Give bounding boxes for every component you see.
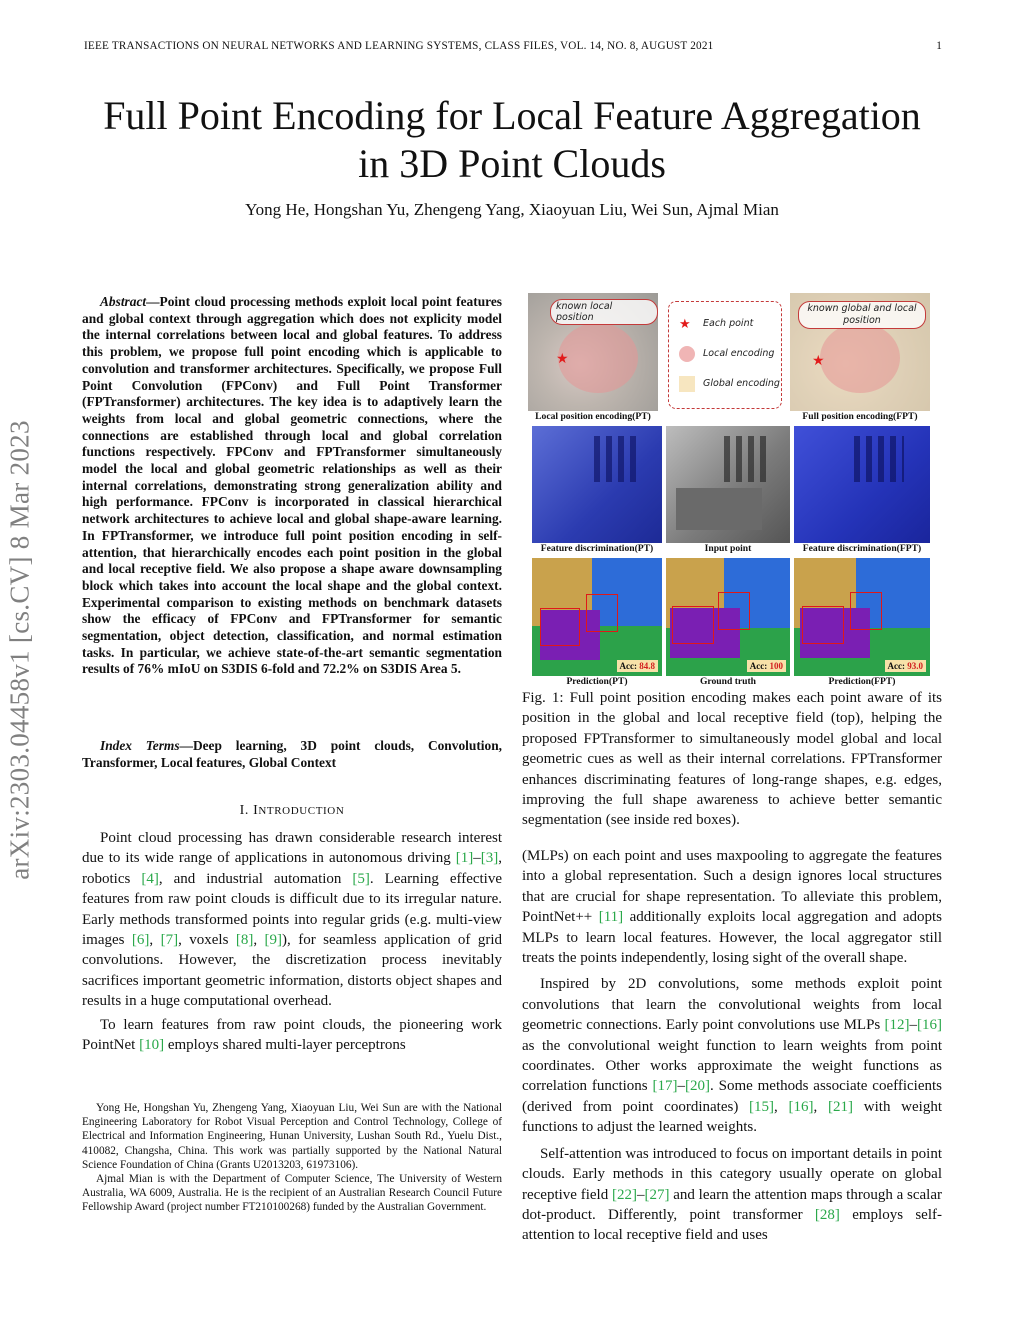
index-terms-text: Deep learning, 3D point clouds, Convolution, Transformer, Local features, Global Context: [82, 738, 502, 770]
known-global-local-note: known global and local position: [798, 301, 926, 329]
citation-7[interactable]: [7]: [160, 932, 179, 949]
text-run: with weight functions to adjust the learned weights.: [522, 1098, 943, 1136]
label-prediction-pt: Prediction(PT): [566, 676, 628, 687]
citation-11[interactable]: [11]: [598, 909, 624, 926]
feature-discrimination-fpt-panel: [794, 426, 930, 543]
acc-value: 100: [769, 661, 783, 671]
arxiv-stamp: [0, 360, 40, 940]
highlight-box: [718, 592, 750, 630]
abstract: [82, 294, 502, 678]
local-encoding-region: [820, 323, 900, 393]
local-encoding-region: [558, 323, 638, 393]
index-terms: [82, 738, 502, 771]
text-run: ), for seamless application of grid convolutions. However, the discretization process inevitably sacrifices important geometric information, distorts object shapes and results in a huge computational overhead.: [82, 932, 502, 1010]
citation-15[interactable]: [15]: [749, 1098, 775, 1115]
text-run: ,: [774, 1098, 789, 1115]
text-run: employs self-attention to local receptive field and uses: [522, 1206, 942, 1244]
right-paragraph-3: [522, 1144, 942, 1246]
window-pattern: [594, 436, 640, 482]
acc-value: 93.0: [907, 661, 923, 671]
right-paragraph-2: [522, 974, 942, 1137]
text-run: , voxels: [178, 932, 236, 949]
citation-22[interactable]: [22]: [611, 1186, 637, 1203]
citation-4[interactable]: [4]: [141, 870, 159, 887]
left-column-body: [82, 828, 502, 1055]
highlight-box: [672, 606, 714, 644]
text-run: Inspired by 2D convolutions, some methods exploit point convolutions that learn the convolutional weights from local geometric connections. Early point convolutions use MLPs: [522, 976, 942, 1034]
citation-6[interactable]: [6]: [131, 932, 150, 949]
legend-local-encoding: Local encoding: [703, 348, 775, 359]
global-encoding-swatch: [679, 376, 695, 392]
text-run: additionally exploits local aggregation and adopts MLPs to learn local features. However, the local aggregator still treats the points independently, losing sight of the overall shape.: [522, 909, 942, 967]
label-prediction-fpt: Prediction(FPT): [828, 676, 896, 687]
text-run: To learn features from raw point clouds, the pioneering work PointNet: [82, 1016, 502, 1054]
paper-title: [80, 92, 944, 188]
local-encoding-swatch: [679, 346, 695, 362]
accuracy-badge-fpt: [885, 660, 927, 672]
ground-truth-panel: [666, 558, 790, 676]
index-terms-dash: —: [179, 738, 193, 753]
figure-1-caption: Fig. 1: Full point position encoding makes each point aware of its position in the global and local receptive field (top), helping the proposed FPTransformer to simultaneously model global and local geometric cues as well as their internal correlations. FPTransformer enhances discriminating features of long-range shapes, e.g. edges, improving the full shape awareness to achieve better semantic segmentation (see inside red boxes).: [522, 690, 942, 829]
prediction-fpt-panel: [794, 558, 930, 676]
text-run: as the convolutional weight function to learn weights from point coordinates. Other works approximate the weight functions as correlation functions: [522, 1037, 942, 1095]
accuracy-badge-gt: [747, 660, 786, 672]
acc-value: 84.8: [639, 661, 655, 671]
citation-8[interactable]: [8]: [235, 932, 254, 949]
label-ground-truth: Ground truth: [699, 676, 757, 687]
star-icon: ★: [812, 354, 825, 369]
title-line-2: in 3D Point Clouds: [358, 141, 666, 186]
acc-label: Acc:: [887, 661, 908, 671]
label-feature-pt: Feature discrimination(PT): [540, 543, 654, 554]
arxiv-stamp-text: arXiv:2303.04458v1 [cs.CV] 8 Mar 2023: [4, 420, 35, 880]
text-run: , and industrial automation: [158, 870, 353, 887]
index-terms-label: Index Terms: [100, 738, 180, 753]
text-run: –: [473, 850, 481, 867]
right-column-body: [522, 846, 942, 1246]
window-pattern: [854, 436, 904, 482]
abstract-label: Abstract: [100, 294, 147, 309]
footnote-paragraph-2: Ajmal Mian is with the Department of Computer Science, The University of Western Australia, WA 6009, Australia. He is the recipient of an Australian Research Council Future Fellowship Award (project number FT210100268) funded by the Australian Government.: [82, 1173, 502, 1214]
highlight-box: [850, 592, 882, 630]
local-position-panel: [528, 293, 658, 411]
highlight-box: [540, 608, 580, 646]
citation-12[interactable]: [12]: [884, 1017, 910, 1034]
text-run: ,: [253, 932, 265, 949]
section-numeral: I.: [239, 803, 254, 818]
text-run: ,: [149, 932, 161, 949]
title-line-1: Full Point Encoding for Local Feature Aggregation: [103, 93, 921, 138]
known-local-note: known local position: [550, 299, 658, 325]
label-feature-fpt: Feature discrimination(FPT): [802, 543, 922, 554]
text-run: –: [677, 1078, 685, 1095]
star-icon: ★: [556, 352, 569, 367]
intro-paragraph-2: [82, 1015, 502, 1056]
label-input-point: Input point: [704, 543, 752, 554]
citation-16[interactable]: [16]: [917, 1017, 942, 1034]
legend-global-encoding: Global encoding: [703, 378, 780, 389]
citation-16b[interactable]: [16]: [788, 1098, 814, 1115]
legend-each-point: Each point: [703, 318, 754, 329]
text-run: and learn the attention maps through a scalar dot-product. Differently, point transformer: [522, 1186, 942, 1223]
text-run: Self-attention was introduced to focus on important details in point clouds. Early methods in this category usually operate on global receptive field: [522, 1145, 943, 1203]
text-run: . Some methods associate coefficients (derived from point coordinates): [522, 1078, 942, 1115]
acc-label: Acc:: [619, 661, 640, 671]
text-run: , robotics: [82, 850, 502, 887]
section-title-rest: NTRODUCTION: [258, 805, 345, 817]
right-paragraph-1: [522, 846, 942, 968]
feature-discrimination-pt-panel: [532, 426, 662, 543]
citation-17[interactable]: [17]: [652, 1078, 678, 1095]
star-icon: ★: [679, 316, 691, 331]
citation-21[interactable]: [21]: [828, 1098, 854, 1115]
affiliation-footnote: [82, 1101, 502, 1215]
citation-9[interactable]: [9]: [264, 932, 283, 949]
label-local-position-pt: Local position encoding(PT): [535, 411, 651, 422]
citation-10[interactable]: [10]: [139, 1037, 165, 1054]
section-title-initial: I: [253, 803, 259, 818]
abstract-dash: —: [146, 294, 160, 309]
box-object: [676, 488, 762, 530]
citation-1[interactable]: [1]: [455, 850, 474, 867]
window-pattern: [724, 436, 772, 482]
text-run: . Learning effective features from raw point clouds is difficult due to its irregular nature. Early methods transformed points into regular grids (e.g. multi-view images: [82, 870, 503, 949]
citation-27[interactable]: [27]: [644, 1186, 670, 1203]
citation-28[interactable]: [28]: [814, 1206, 840, 1223]
acc-label: Acc:: [749, 661, 770, 671]
journal-running-head: IEEE TRANSACTIONS ON NEURAL NETWORKS AND LEARNING SYSTEMS, CLASS FILES, VOL. 14, NO. 8, AUGUST 2021: [84, 40, 714, 52]
section-heading-introduction: [82, 803, 502, 819]
citation-5[interactable]: [5]: [352, 870, 370, 887]
text-run: ,: [813, 1098, 829, 1115]
text-run: Point cloud processing has drawn considerable research interest due to its wide range of applications in autonomous driving: [82, 830, 502, 867]
intro-paragraph-1: [82, 828, 502, 1012]
page-number: 1: [936, 40, 942, 52]
accuracy-badge-pt: [617, 660, 659, 672]
prediction-pt-panel: [532, 558, 662, 676]
text-run: –: [636, 1186, 645, 1203]
highlight-box: [802, 606, 844, 644]
footnote-paragraph-1: Yong He, Hongshan Yu, Zhengeng Yang, Xiaoyuan Liu, Wei Sun are with the National Engineering Laboratory for Robot Visual Perception and Control Technology, College of Electrical and Information Engineering, Hunan University, Lushan South Rd., Yuelu Dist., 410082, Changsha, China. This work was partially supported by the National Natural Science Foundation of China (Grants U2013203, 61973106).: [82, 1102, 502, 1171]
input-point-panel: [666, 426, 790, 543]
label-full-position-fpt: Full position encoding(FPT): [802, 411, 918, 422]
citation-20[interactable]: [20]: [685, 1078, 710, 1095]
citation-3[interactable]: [3]: [480, 850, 499, 867]
text-run: –: [909, 1017, 917, 1034]
author-list: Yong He, Hongshan Yu, Zhengeng Yang, Xiaoyuan Liu, Wei Sun, Ajmal Mian: [245, 200, 779, 219]
text-run: employs shared multi-layer perceptrons: [164, 1037, 406, 1054]
highlight-box: [586, 594, 618, 632]
abstract-text: Point cloud processing methods exploit local point features and global context through aggregation which does not explicity model the internal correlations between local and global features. To address this problem, we propose full point encoding which is applicable to convolution and transformer architectures. Specifically, we propose Full Point Convolution (FPConv) and Full Point Transformer (FPTransformer) architectures. The key idea is to adaptively learn the weights from local and global geometric connections, where the connections are established through local and global correlation functions respectively. FPConv and FPTransformer simultaneously model the local and global geometric relationships as well as their internal correlations, demonstrating strong generalization ability and high performance. FPConv is incorporated in classical hierarchical network architectures to achieve local and global shape-aware learning. In FPTransformer, we introduce full point position encoding in self-attention, that hierarchically encodes each point position in the global and local receptive field. We also propose a shape aware downsampling block which takes into account the local shape and the global context. Experimental comparison to existing methods on benchmark datasets show the efficacy of FPConv and FPTransformer for semantic segmentation, object detection, classification, and normal estimation tasks. In particular, we achieve state-of-the-art semantic segmentation results of 76% mIoU on S3DIS 6-fold and 72.2% on S3DIS Area 5.: [82, 294, 502, 677]
full-position-panel: [790, 293, 930, 411]
legend: [668, 301, 782, 409]
text-run: (MLPs) on each point and uses maxpooling to aggregate the features into a global representation. Such a design ignores local structures that are crucial for shape representation. To alleviate this problem, PointNet++: [522, 848, 942, 926]
figure-1: [528, 293, 930, 687]
running-header: [84, 40, 942, 58]
